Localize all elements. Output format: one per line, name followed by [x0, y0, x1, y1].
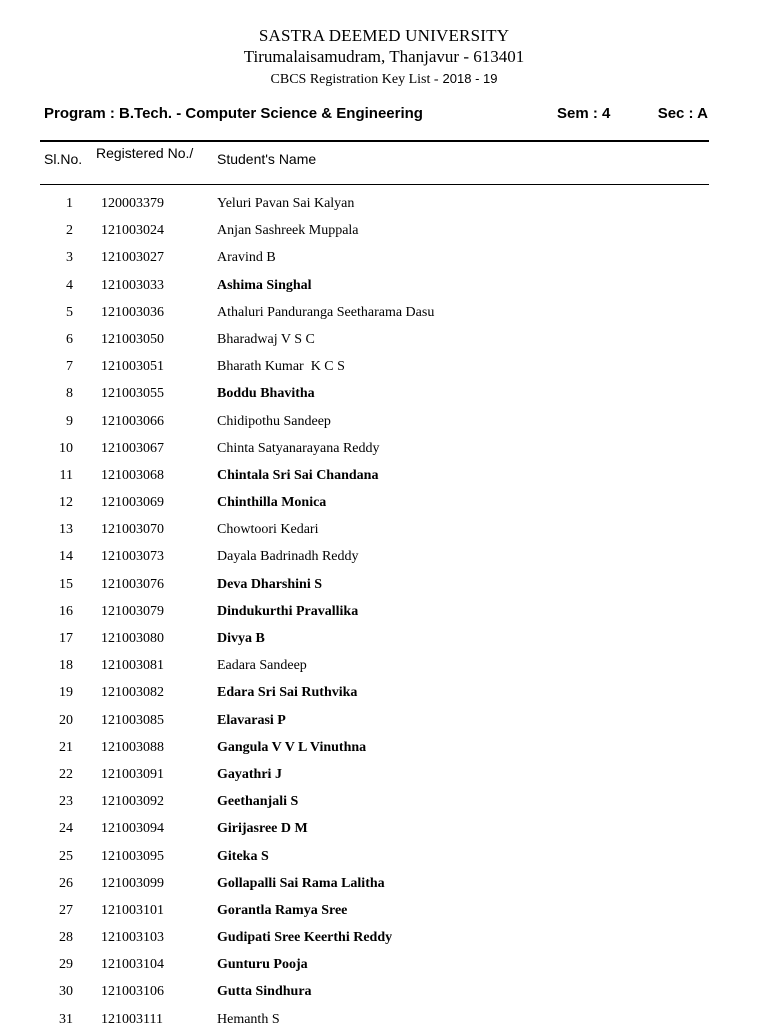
table-row	[0, 463, 768, 490]
serial-number: 22	[59, 766, 73, 782]
table-row	[0, 354, 768, 381]
serial-number: 3	[66, 250, 73, 266]
serial-number: 11	[59, 467, 73, 483]
serial-number: 9	[66, 413, 73, 429]
serial-number: 18	[59, 658, 73, 674]
student-name: Gayathri J	[217, 766, 282, 782]
table-row	[0, 599, 768, 626]
serial-number: 17	[59, 631, 73, 646]
semester-label: Sem : 4	[557, 105, 611, 122]
student-name: Anjan Sashreek Muppala	[217, 223, 359, 239]
student-name: Dayala Badrinadh Reddy	[217, 549, 359, 565]
table-row	[0, 300, 768, 327]
registration-number: 121003094	[101, 821, 164, 837]
serial-number: 31	[59, 1011, 73, 1027]
table-row	[0, 191, 768, 218]
student-name: Yeluri Pavan Sai Kalyan	[217, 196, 355, 211]
table-row	[0, 273, 768, 300]
serial-number: 26	[59, 875, 73, 891]
serial-number: 1	[66, 196, 73, 211]
table-top-rule	[40, 140, 709, 142]
serial-number: 30	[59, 984, 73, 1000]
serial-number: 16	[59, 603, 73, 619]
table-row	[0, 218, 768, 245]
student-name: Eadara Sandeep	[217, 658, 307, 674]
serial-number: 2	[66, 223, 73, 239]
student-name: Athaluri Panduranga Seetharama Dasu	[217, 304, 435, 320]
student-name: Geethanjali S	[217, 794, 299, 810]
serial-number: 28	[59, 930, 73, 946]
registration-number: 121003111	[101, 1011, 163, 1027]
table-row	[0, 436, 768, 463]
student-name: Dindukurthi Pravallika	[217, 603, 359, 619]
student-name: Chinta Satyanarayana Reddy	[217, 440, 380, 456]
serial-number: 6	[66, 331, 73, 347]
registration-number: 121003104	[101, 957, 164, 973]
student-name: Giteka S	[217, 848, 269, 864]
registration-number: 121003106	[101, 984, 164, 1000]
table-row	[0, 381, 768, 408]
student-name: Gollapalli Sai Rama Lalitha	[217, 875, 385, 891]
table-row	[0, 816, 768, 843]
serial-number: 10	[59, 440, 73, 456]
registration-number: 121003101	[101, 902, 164, 918]
university-address: Tirumalaisamudram, Thanjavur - 613401	[243, 47, 525, 66]
registration-number: 121003080	[101, 631, 164, 646]
academic-year: 2018 - 19	[442, 71, 498, 86]
serial-number: 23	[59, 794, 73, 810]
registration-number: 121003079	[101, 603, 164, 619]
registration-number: 121003066	[101, 413, 164, 429]
student-name: Gudipati Sree Keerthi Reddy	[217, 930, 393, 946]
registration-number: 121003033	[101, 277, 164, 293]
table-row	[0, 490, 768, 517]
serial-number: 25	[59, 848, 73, 864]
student-name: Hemanth S	[217, 1011, 280, 1027]
table-row	[0, 844, 768, 871]
serial-number: 5	[66, 304, 73, 320]
section-label: Sec : A	[657, 105, 708, 122]
table-row	[0, 544, 768, 571]
table-row	[0, 708, 768, 735]
student-name: Gutta Sindhura	[217, 984, 312, 1000]
key-list-label: CBCS Registration Key List -	[270, 72, 439, 87]
registration-number: 121003050	[101, 331, 164, 347]
serial-number: 15	[59, 576, 73, 592]
student-name: Chinthilla Monica	[217, 495, 327, 511]
registration-number: 121003103	[101, 930, 164, 946]
table-row	[0, 979, 768, 1006]
registration-number: 120003379	[101, 196, 164, 211]
table-row	[0, 1007, 768, 1034]
column-header-slno: Sl.No.	[44, 151, 83, 167]
student-name: Aravind B	[217, 250, 276, 266]
table-row	[0, 898, 768, 925]
registration-number: 121003091	[101, 766, 164, 782]
registration-number: 121003082	[101, 685, 164, 701]
table-row	[0, 409, 768, 436]
student-name: Boddu Bhavitha	[217, 386, 315, 402]
student-name: Gorantla Ramya Sree	[217, 902, 348, 918]
serial-number: 27	[59, 902, 73, 918]
table-row	[0, 572, 768, 599]
student-name: Chidipothu Sandeep	[217, 413, 331, 429]
student-name: Edara Sri Sai Ruthvika	[217, 685, 358, 701]
registration-number: 121003073	[101, 549, 164, 565]
registration-number: 121003095	[101, 848, 164, 864]
student-name: Gangula V V L Vinuthna	[217, 739, 367, 755]
registration-number: 121003027	[101, 250, 164, 266]
column-header-regno: Registered No./	[96, 145, 194, 161]
registration-number: 121003055	[101, 386, 164, 402]
registration-number: 121003051	[101, 359, 164, 375]
registration-number: 121003076	[101, 576, 164, 592]
registration-number: 121003092	[101, 794, 164, 810]
serial-number: 29	[59, 957, 73, 973]
serial-number: 12	[59, 495, 73, 511]
serial-number: 24	[59, 821, 73, 837]
program-name: Program : B.Tech. - Computer Science & Engineering	[44, 105, 423, 122]
serial-number: 4	[66, 277, 73, 293]
serial-number: 13	[59, 522, 73, 538]
table-row	[0, 925, 768, 952]
student-name: Chowtoori Kedari	[217, 522, 319, 538]
serial-number: 20	[59, 712, 73, 728]
table-row	[0, 952, 768, 979]
registration-number: 121003088	[101, 739, 164, 755]
table-row	[0, 871, 768, 898]
registration-number: 121003068	[101, 467, 164, 483]
serial-number: 7	[66, 359, 73, 375]
table-row	[0, 245, 768, 272]
table-row	[0, 653, 768, 680]
student-name: Elavarasi P	[217, 712, 286, 728]
registration-number: 121003024	[101, 223, 164, 239]
table-row	[0, 789, 768, 816]
registration-number: 121003081	[101, 658, 164, 674]
registration-number: 121003067	[101, 440, 164, 456]
student-name: Gunturu Pooja	[217, 957, 308, 973]
registration-number: 121003036	[101, 304, 164, 320]
serial-number: 19	[59, 685, 73, 701]
student-name: Bharadwaj V S C	[217, 331, 315, 347]
student-name: Chintala Sri Sai Chandana	[217, 467, 379, 483]
table-row	[0, 517, 768, 544]
student-name: Deva Dharshini S	[217, 576, 323, 592]
column-header-name: Student's Name	[217, 151, 317, 167]
registration-number: 121003099	[101, 875, 164, 891]
student-name: Bharath Kumar K C S	[217, 359, 345, 375]
serial-number: 8	[66, 386, 73, 402]
key-list-title	[0, 71, 768, 88]
table-row	[0, 327, 768, 354]
serial-number: 14	[59, 549, 73, 565]
student-name: Divya B	[217, 631, 265, 646]
table-row	[0, 680, 768, 707]
student-name: Girijasree D M	[217, 821, 308, 837]
table-row	[0, 735, 768, 762]
university-name: SASTRA DEEMED UNIVERSITY	[258, 26, 510, 45]
student-list	[0, 191, 768, 1034]
serial-number: 21	[59, 739, 73, 755]
table-row	[0, 626, 768, 653]
table-row	[0, 762, 768, 789]
table-header-rule	[40, 184, 709, 185]
student-name: Ashima Singhal	[217, 277, 312, 293]
registration-number: 121003070	[101, 522, 164, 538]
registration-number: 121003085	[101, 712, 164, 728]
program-info-row	[44, 105, 708, 125]
registration-number: 121003069	[101, 495, 164, 511]
